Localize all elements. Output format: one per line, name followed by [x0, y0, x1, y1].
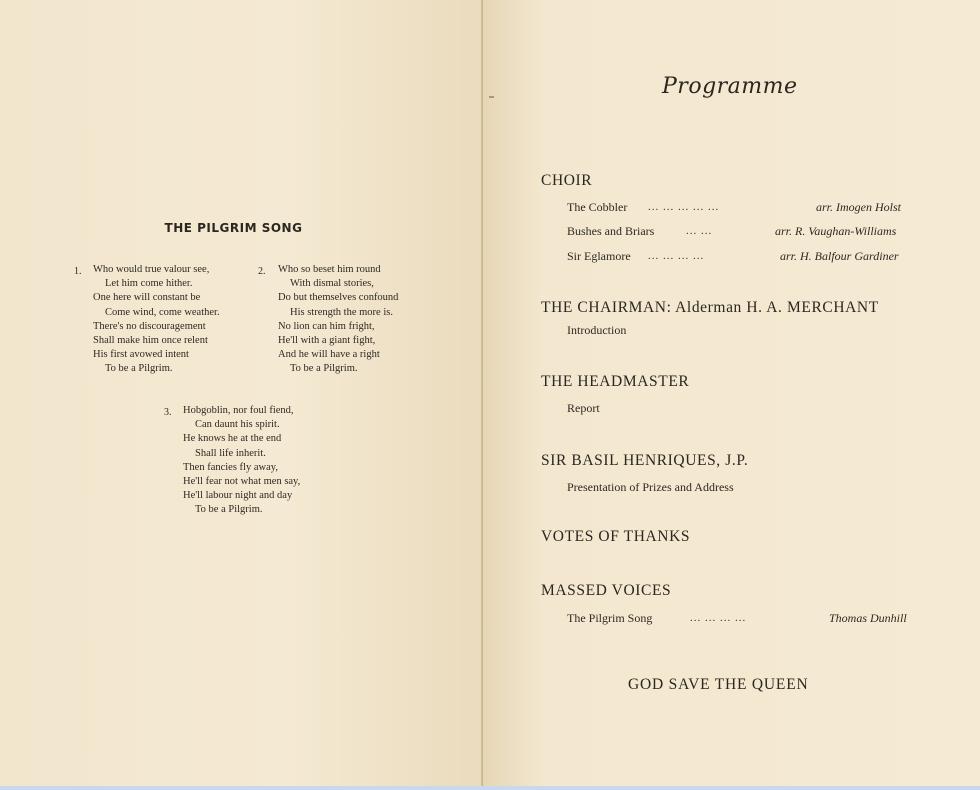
verse-line: Shall life inherit.: [195, 447, 266, 459]
programme-item-title: Sir Eglamore: [567, 249, 631, 263]
votes-heading: VOTES OF THANKS: [541, 528, 691, 545]
programme-title: Programme: [662, 74, 798, 99]
left-page: [0, 0, 483, 786]
programme-item-title: Bushes and Briars: [567, 224, 655, 238]
verse-line: There's no discouragement: [93, 320, 206, 332]
verse-line: Who so beset him round: [278, 264, 381, 275]
leader-dots: ... ...: [686, 225, 713, 237]
verse-line: He'll fear not what men say,: [183, 476, 301, 488]
verse-number: 3.: [164, 407, 172, 418]
composer-credit: Thomas Dunhill: [829, 611, 907, 625]
headmaster-heading: THE HEADMASTER: [541, 373, 690, 390]
verse-line: Who would true valour see,: [93, 264, 210, 275]
verse-3: [183, 404, 300, 518]
leader-dots: ... ... ... ... ...: [648, 201, 720, 213]
verse-line: Come wind, come weather.: [105, 306, 220, 318]
arranger-credit: arr. R. Vaughan-Williams: [775, 224, 897, 238]
choir-heading: CHOIR: [541, 172, 593, 189]
verse-line: Shall make him once relent: [93, 335, 208, 347]
chairman-sub: Introduction: [567, 323, 627, 337]
verse-line: To be a Pilgrim.: [290, 363, 358, 375]
verse-number: 1.: [74, 266, 82, 277]
headmaster-sub: Report: [567, 401, 600, 415]
verse-line: To be a Pilgrim.: [105, 363, 173, 375]
verse-line: No lion can him fright,: [278, 320, 375, 332]
leader-dots: ... ... ... ...: [648, 250, 705, 262]
arranger-credit: arr. Imogen Holst: [816, 200, 902, 214]
verse-line: Can daunt his spirit.: [195, 419, 280, 431]
massed-voices-heading: MASSED VOICES: [541, 582, 672, 599]
verse-line: Do but themselves confound: [278, 292, 399, 304]
verse-line: And he will have a right: [278, 349, 380, 361]
song-title: THE PILGRIM SONG: [164, 221, 303, 235]
closing-anthem: GOD SAVE THE QUEEN: [628, 676, 809, 693]
verse-line: Let him come hither.: [105, 278, 193, 290]
verse-line: Hobgoblin, nor foul fiend,: [183, 405, 294, 416]
henriques-sub: Presentation of Prizes and Address: [567, 480, 734, 494]
programme-item-title: The Pilgrim Song: [567, 611, 653, 625]
verse-1: [93, 263, 220, 377]
verse-line: His strength the more is.: [290, 306, 393, 318]
chairman-heading: THE CHAIRMAN: Alderman H. A. MERCHANT: [541, 299, 879, 316]
scan-edge: [0, 786, 980, 790]
arranger-credit: arr. H. Balfour Gardiner: [780, 249, 899, 263]
verse-line: He'll with a giant fight,: [278, 335, 376, 347]
leader-dots: ... ... ... ...: [690, 612, 747, 624]
verse-number: 2.: [258, 266, 266, 277]
henriques-heading: SIR BASIL HENRIQUES, J.P.: [541, 452, 749, 469]
verse-line: He'll labour night and day: [183, 490, 293, 502]
verse-line: Then fancies fly away,: [183, 461, 278, 473]
verse-line: His first avowed intent: [93, 349, 189, 361]
verse-line: He knows he at the end: [183, 433, 282, 445]
paper-speck: [489, 96, 494, 98]
verse-line: To be a Pilgrim.: [195, 504, 263, 516]
programme-item-title: The Cobbler: [567, 200, 628, 214]
verse-line: With dismal stories,: [290, 278, 374, 290]
verse-line: One here will constant be: [93, 292, 201, 304]
right-page: [483, 0, 980, 786]
verse-2: [278, 263, 398, 377]
